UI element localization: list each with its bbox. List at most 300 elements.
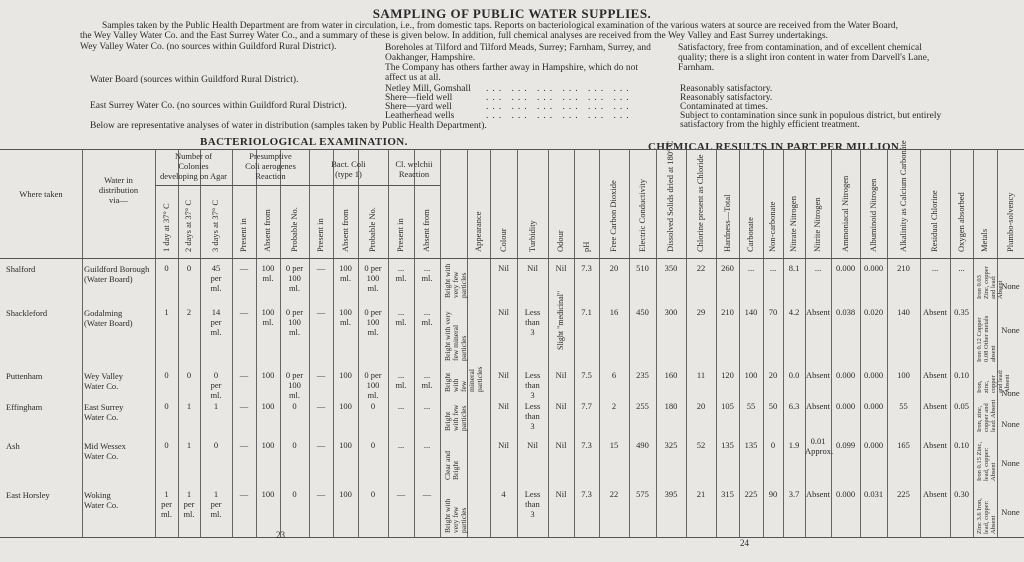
header-where-taken: Where taken: [19, 189, 63, 199]
row-cell-cn: 0: [292, 401, 297, 411]
row-cell-wa: ...: [423, 370, 431, 380]
row-cell-wp: ml.: [395, 317, 407, 327]
wb-source-2: Shere—field well: [385, 93, 453, 103]
row-cell-d2: 1: [186, 489, 192, 499]
document-page: SAMPLING OF PUBLIC WATER SUPPLIES. Samples taken by the Public Health Department are from water in circulation, i.e., from domestic taps. Reports on bacteriological examination of the various waters at source are received from the Water Board, the Wey Valley Water Co. and the East Surrey Water Co., and a summary of these is given below. In addition, full chemical analyses are received from the Wey Valley and East Surrey undertakings. Wey Valley Water Co. (no sources within Guildford Rural District). Boreholes at Tilford and Tilford Meads, Surrey; Farnham, Surrey, and Oakhanger, Hampshire. The Company has others farther away in Hampshire, which do not affect us at all. Satisfactory, free from contamination, and of excellent chemical quality; there is a slight iron content in water from Darvell's Lane, Farnham. Water Board (sources within Guildford Rural District). Netley Mill, Gomshall Shere—field well Shere—yard well ... ... ... ... ... ... ... ... ... ... ... ... ... ... ... ... ... ... ... ... ... ... ... ... Reasonably satisfactory. Reasonably satisfactory. Contaminated at times. East Surrey Water Co. (no sources within Guildford Rural District). Leatherhead wells Subject to contamination since sunk in populous district, but entirely satisfactory from the highly efficient treatment. Below are representative analyses of water in distribution (samples taken by Public Health Department). BACTERIOLOGICAL EXAMINATION. CHEMICAL RESULTS IN PART PER MILLION. Where taken Water in distribution via— Number of Colonies developing on Agar Presumptive Coli aerogenes Reaction Bact. Coli (type 1) Cl. welchii Reaction 1 day at 37° C 2 days at 37° C 3 days at 37° C Present in Absent from Probable No. Present in Absent from Probable No. Present in Absent from Appearance Colour Turbidity Odour pH Free Carbon Dioxide Electric Conductivity Dissolved Solids dried at 180° C Chlorine present as Chloride Hardness—Total Carbonate Non-carbonate Nitrate Nitrogen Nitrite Nitrogen Ammoniacal Nitrogen Albuminoid Nitrogen Alkalinity as Calcium Carbonate Residual Chlorine Oxygen absorbed Metals Plumbo-solvency Shalford Guildford Borough (Water Board) 0 0 45 per ml. — 100 ml. 0 per 100 ml. — 100 ml. 0 per 100 ml. ... ml. ... ml. Bright with very few particles Nil Nil Nil 7.3 20 510 350 22 260 ... ... 8.1 ... 0.000 0.000 210 ... ... Iron 0.03 Zinc, copper and lead: Absent None Shackleford Godalming (Water Board) 1 2 14 per ml. — 100 ml. 0 per 100 ml. — 100 ml. 0 per 100 ml. ... ml. ... ml. Bright with very few mineral particles Nil Less than 3 Slight "medicinal" 7.1 16 450 300 29 210 140 70 4.2 Absent 0.038 0.020 140 Absent 0.35 Iron 0.12 Copper 0.08 Other metals absent None Puttenham Wey Valley Water Co. 0 0 0 per ml. — 100 0 per 100 ml. — 100 0 per 100 ml. ... ml. ... ml. Bright with few mineral particles Nil Less than 3 Nil 7.5 6 235 160 11 120 100 20 0.0 Absent 0.000 0.000 100 Absent 0.10 Iron, zinc, copper and lead: Absent None Effingham East Surrey Water Co. 0 1 1 — 100 0 — 100 0 ... ... Bright with few particles Nil Less than 3 Nil 7.7 2 255 180 20 105 55 50 6.3 Absent 0.000 0.000 55 Absent 0.05 Iron, zinc, copper and lead: Absent None Ash Mid Wessex Water Co. 0 1 0 — 100 0 — 100 0 ... ... Clear and Bright Nil Nil Nil 7.3 15 490 325 52 135 135 0 1.9 0.01 Approx. 0.099 0.000 165 Absent 0.10 Iron 0.15 Zinc, lead, copper: Absent None East Horsley Woking Water Co. 1 per ml. 1 per ml. 1 per ml. — 100 0 — 100 0 — — Bright with very few particles 4 Less than 3 Nil 7.3 22 575 395 21 315 225 90 3.7 Absent 0.000 0.031 225 Absent 0.30 Zinc 3.6 Iron, lead, copper: Absent None 23 24: [0, 0, 1024, 562]
row-turbidity-part: than: [525, 411, 540, 421]
row-cell-bn: 0 per: [364, 370, 382, 380]
row-cell-co2: 15: [609, 440, 619, 450]
row-cell-bp: —: [316, 263, 326, 273]
row-cell-d2: 0: [186, 370, 192, 380]
row-cell-alk: 140: [897, 307, 910, 317]
row-water-line: Water Co.: [84, 500, 119, 510]
row-water-line: (Water Board): [84, 274, 133, 284]
row-turbidity-part: 3: [530, 390, 535, 400]
column-divider: [333, 149, 334, 537]
row-cell-ba: 100: [339, 401, 352, 411]
header-colonies-line: Number of: [174, 151, 213, 161]
row-cell-solids: 300: [664, 307, 678, 317]
row-cell-solids: 350: [664, 263, 678, 273]
row-cell-nitrate: 8.1: [788, 263, 800, 273]
column-divider: [887, 149, 888, 537]
row-cell-alk: 100: [897, 370, 910, 380]
row-cell-oxy: 0.35: [954, 307, 969, 317]
header-bact-coli-line: Bact. Coli: [331, 159, 366, 169]
row-cell-bp: —: [316, 370, 326, 380]
east-surrey-label: East Surrey Water Co. (no sources within Guildford Rural District).: [90, 101, 347, 111]
row-cell-oxy: 0.05: [954, 401, 969, 411]
row-cell-d2: 1: [186, 440, 192, 450]
row-metals: Iron 0.12 Copper 0.08 Other metals absent: [976, 315, 997, 362]
row-turbidity-part: Less: [524, 370, 541, 380]
row-cell-d3: 0: [213, 440, 219, 450]
row-cell-cp: —: [239, 263, 249, 273]
bact-section-title: BACTERIOLOGICAL EXAMINATION.: [200, 136, 408, 148]
row-cell-bn: ml.: [367, 327, 379, 337]
column-divider: [739, 149, 740, 537]
es-source: Leatherhead wells: [385, 111, 455, 121]
column-divider: [440, 149, 441, 537]
row-cell-ca: 100: [261, 401, 275, 411]
column-divider: [805, 149, 806, 537]
wb-source-3: Shere—yard well: [385, 102, 452, 112]
row-cell-cn: 0: [292, 440, 297, 450]
row-metals: Iron, zinc, copper and lead: Absent: [976, 399, 997, 432]
row-cell-colour: Nil: [498, 370, 509, 380]
row-cell-res: ...: [931, 263, 939, 273]
row-cell-bp: —: [316, 489, 326, 499]
header-chem-5: Free Carbon Dioxide: [608, 180, 618, 252]
water-board-label: Water Board (sources within Guildford Rural District).: [90, 75, 299, 85]
row-cell-ca: 100: [261, 370, 275, 380]
header-sub-4: Absent from: [262, 209, 272, 252]
column-divider: [783, 149, 784, 537]
row-cell-amm: 0.000: [835, 263, 856, 273]
row-cell-wa: ...: [423, 307, 431, 317]
row-cell-cn: ml.: [288, 327, 301, 337]
row-cell-bn: ml.: [367, 283, 379, 293]
row-cell-alk: 165: [897, 440, 910, 450]
row-cell-wp: ...: [397, 440, 405, 450]
subheader-rule: [155, 185, 440, 186]
row-cell-oxy: 0.10: [954, 370, 969, 380]
row-cell-bn: ml.: [367, 390, 379, 400]
row-turbidity-part: 3: [530, 421, 535, 431]
column-divider: [155, 149, 156, 537]
row-metals: Iron 0.15 Zinc, lead, copper: Absent: [976, 442, 997, 481]
row-cell-carb: 135: [744, 440, 758, 450]
es-result-1: Subject to contamination since sunk in populous district, but entirely: [680, 111, 942, 121]
row-cell-ba: 100: [339, 307, 352, 317]
row-cell-cn: 100: [288, 380, 301, 390]
row-cell-wp: —: [396, 489, 406, 499]
header-bottom-rule: [0, 258, 1024, 259]
row-metals: Zinc 3.6 Iron, lead, copper: Absent: [976, 498, 997, 534]
row-cell-bn: 0: [370, 440, 376, 450]
column-divider: [256, 149, 257, 537]
row-cell-cn: 0 per: [285, 370, 304, 380]
row-cell-wp: ...: [397, 401, 405, 411]
row-cell-d3: per: [210, 499, 222, 509]
wb-source-1: Netley Mill, Gomshall: [385, 84, 471, 94]
row-cell-bn: 100: [366, 317, 380, 327]
header-sub-6: Present in: [315, 218, 325, 252]
row-cell-ba: 100: [339, 263, 352, 273]
row-cell-cn: ml.: [288, 390, 301, 400]
row-cell-cn: 0 per: [285, 307, 304, 317]
row-cell-alb: 0.031: [863, 489, 884, 499]
row-cell-odour: Nil: [555, 440, 567, 450]
row-cell-wa: ml.: [421, 317, 433, 327]
header-chem-17: Residual Chlorine: [929, 190, 939, 252]
wey-source-3: The Company has others farther away in Hampshire, which do not: [385, 63, 639, 73]
row-water-line: Water Co.: [84, 381, 119, 391]
row-cell-nitrate: 6.3: [788, 401, 800, 411]
row-cell-wa: ...: [423, 440, 431, 450]
row-cell-alb: 0.000: [863, 440, 884, 450]
column-divider: [831, 149, 832, 537]
header-chem-6: Electric Conductivity: [636, 179, 647, 252]
header-chem-9: Hardness—Total: [721, 194, 732, 252]
header-coli-aerogenes-line: Reaction: [255, 171, 286, 181]
row-cell-wp: ml.: [395, 273, 407, 283]
header-sub-10: Absent from: [421, 209, 431, 252]
row-cell-bn: 0 per: [364, 307, 382, 317]
row-cell-d1: 0: [164, 263, 169, 273]
header-chem-3: Odour: [555, 230, 565, 252]
row-cell-ca: 100: [261, 263, 275, 273]
row-cell-ph: 7.5: [581, 370, 592, 380]
row-cell-oxy: 0.30: [954, 489, 969, 499]
row-cell-amm: 0.000: [835, 370, 856, 380]
row-cell-oxy: 0.10: [954, 440, 969, 450]
row-cell-d3: ml.: [210, 327, 222, 337]
header-water-line: Water in: [104, 175, 133, 185]
header-coli-aerogenes-line: Presumptive: [249, 151, 292, 161]
row-cell-d2: 1: [186, 401, 192, 411]
header-chem-2: Turbidity: [526, 220, 537, 252]
row-plumbo-solvency: None: [1001, 325, 1020, 335]
page-title: SAMPLING OF PUBLIC WATER SUPPLIES.: [372, 6, 652, 21]
intro-line-1: Samples taken by the Public Health Department are from water in circulation, i.e., from domestic taps. Reports on bacteriological examination of the various waters at source are received from the Water Board,: [102, 21, 898, 31]
row-cell-co2: 22: [609, 489, 619, 499]
row-water-line: Water Co.: [84, 451, 119, 461]
row-cell-ba: 100: [339, 370, 352, 380]
row-cell-cond: 235: [636, 370, 649, 380]
header-sub-5: Probable No.: [288, 207, 299, 252]
page-number-left: 23: [276, 530, 285, 540]
column-divider: [599, 149, 600, 537]
row-cell-d3: 14: [211, 307, 221, 317]
column-divider: [358, 149, 359, 537]
row-cell-alk: 55: [899, 401, 908, 411]
header-chem-19: Metals: [979, 228, 989, 252]
row-turbidity-part: Less: [524, 307, 541, 317]
row-cell-bn: 0: [370, 401, 376, 411]
header-chem-0: Appearance: [472, 211, 483, 252]
header-chem-11: Non-carbonate: [767, 201, 777, 252]
row-cell-cn: 0: [292, 489, 297, 499]
row-cell-ph: 7.3: [581, 489, 592, 499]
row-appearance: Bright with very few particles: [443, 498, 468, 533]
header-sub-7: Absent from: [339, 209, 350, 252]
row-odour: Slight "medicinal": [556, 290, 565, 350]
row-cell-wa: ml.: [421, 380, 433, 390]
row-cell-amm: 0.000: [835, 489, 856, 499]
row-cell-d3: 45: [211, 263, 221, 273]
row-cell-co2: 20: [609, 263, 619, 273]
row-cell-d3: per: [210, 380, 222, 390]
row-cell-wp: ...: [397, 370, 405, 380]
wey-source-1: Boreholes at Tilford and Tilford Meads, Surrey; Farnham, Surrey, and: [385, 43, 651, 53]
row-cell-res: Absent: [922, 370, 948, 380]
header-bact-coli-line: (type 1): [335, 169, 362, 179]
row-cell-turb: Nil: [527, 440, 538, 450]
row-cell-nitrite: 0.01 Approx.: [805, 436, 834, 456]
header-water-line: via—: [109, 195, 128, 205]
row-cell-nitrate: 4.2: [788, 307, 800, 317]
row-cell-cp: —: [239, 370, 249, 380]
row-where-taken: Shalford: [6, 264, 36, 274]
header-welchii-line: Cl. welchii: [395, 159, 433, 169]
row-cell-d1: 1: [164, 307, 169, 317]
row-cell-ba: ml.: [339, 273, 352, 283]
row-cell-ca: ml.: [262, 317, 274, 327]
header-chem-14: Ammoniacal Nitrogen: [839, 175, 850, 252]
row-cell-ph: 7.1: [581, 307, 592, 317]
row-cell-carb: 55: [746, 401, 756, 411]
column-divider: [414, 149, 415, 537]
header-chem-13: Nitrite Nitrogen: [812, 197, 822, 252]
row-metals: Iron 0.03 Zinc, copper and lead: Absent: [976, 266, 1004, 299]
row-cell-carb: 225: [744, 489, 758, 499]
row-water-line: (Water Board): [84, 318, 133, 328]
row-cell-nitrate: 3.7: [788, 489, 800, 499]
row-cell-ca: 100: [261, 489, 275, 499]
row-cell-cond: 510: [636, 263, 649, 273]
column-divider: [548, 149, 549, 537]
column-divider: [517, 149, 518, 537]
row-cell-bn: 100: [366, 273, 380, 283]
row-cell-ph: 7.3: [581, 263, 592, 273]
row-cell-ca: ml.: [262, 273, 274, 283]
row-cell-cond: 255: [636, 401, 649, 411]
row-cell-wp: ml.: [395, 380, 407, 390]
row-cell-hard: 135: [721, 440, 734, 450]
row-cell-colour: Nil: [498, 401, 509, 411]
row-cell-d3: ml.: [210, 509, 222, 519]
column-divider: [950, 149, 951, 537]
header-chem-15: Albuminoid Nitrogen: [867, 178, 878, 252]
header-sub-0: 1 day at 37° C: [160, 203, 171, 252]
row-turbidity-part: 3: [530, 327, 535, 337]
row-cell-alk: 225: [897, 489, 910, 499]
row-cell-nitrite: ...: [814, 263, 822, 273]
row-cell-cp: —: [239, 307, 249, 317]
row-cell-wa: —: [422, 489, 432, 499]
column-divider: [860, 149, 861, 537]
row-cell-nitrate: 1.9: [788, 440, 800, 450]
row-cell-solids: 325: [664, 440, 678, 450]
row-cell-nitrite: Absent: [805, 307, 831, 317]
column-divider: [490, 149, 491, 537]
table-top-rule: [0, 149, 1024, 150]
row-cell-cn: ml.: [288, 283, 301, 293]
row-cell-d1: 1: [164, 489, 169, 499]
row-water-line: Woking: [84, 490, 111, 500]
row-where-taken: East Horsley: [6, 490, 50, 500]
row-cell-amm: 0.000: [835, 401, 856, 411]
row-cell-noncarb: 20: [768, 370, 778, 380]
row-cell-hard: 105: [721, 401, 734, 411]
row-appearance: Bright with few particles: [443, 404, 468, 431]
row-water-line: Mid Wessex: [84, 441, 126, 451]
row-cell-chl: 22: [696, 263, 706, 273]
row-cell-wa: ml.: [421, 273, 433, 283]
row-cell-carb: ...: [747, 263, 755, 273]
column-divider: [309, 149, 310, 537]
header-chem-7: Dissolved Solids dried at 180° C: [665, 140, 675, 252]
row-cell-alb: 0.000: [863, 370, 884, 380]
header-sub-9: Present in: [395, 218, 405, 252]
row-cell-d3: per: [210, 273, 222, 283]
header-chem-16: Alkalinity as Calcium Carbonate: [897, 140, 908, 252]
row-cell-colour: Nil: [498, 440, 509, 450]
column-divider: [200, 149, 201, 537]
header-colonies-line: Colonies: [178, 161, 209, 171]
row-cell-noncarb: 90: [768, 489, 778, 499]
row-cell-hard: 120: [721, 370, 734, 380]
row-cell-cn: 0 per: [285, 263, 304, 273]
row-cell-ba: ml.: [339, 317, 352, 327]
row-cell-alb: 0.000: [863, 263, 884, 273]
row-cell-solids: 160: [664, 370, 678, 380]
row-plumbo-solvency: None: [1001, 419, 1020, 429]
column-divider: [920, 149, 921, 537]
row-cell-colour: Nil: [498, 307, 509, 317]
row-cell-co2: 2: [611, 401, 617, 411]
header-chem-4: pH: [580, 241, 591, 252]
row-cell-odour: Nil: [555, 489, 567, 499]
row-cell-d3: per: [210, 317, 222, 327]
row-cell-d1: 0: [164, 401, 169, 411]
header-sub-2: 3 days at 37° C: [210, 199, 220, 252]
column-divider: [82, 149, 83, 537]
row-plumbo-solvency: None: [1001, 281, 1020, 291]
table-bottom-rule: [0, 537, 1024, 538]
row-cell-chl: 52: [696, 440, 706, 450]
wb-result-1: Reasonably satisfactory.: [680, 84, 773, 94]
row-cell-noncarb: ...: [769, 263, 777, 273]
column-divider: [763, 149, 764, 537]
header-chem-18: Oxygen absorbed: [955, 192, 966, 252]
row-cell-oxy: ...: [958, 263, 965, 273]
row-cell-odour: Nil: [555, 370, 567, 380]
row-cell-cn: 100: [288, 273, 301, 283]
row-turbidity-part: than: [525, 380, 540, 390]
header-colonies-line: developing on Agar: [159, 171, 228, 181]
row-where-taken: Shackleford: [6, 308, 48, 318]
column-divider: [973, 149, 974, 537]
wey-result-1: Satisfactory, free from contamination, and of excellent chemical: [678, 43, 922, 53]
row-cell-nitrate: 0.0: [788, 370, 800, 380]
column-divider: [629, 149, 630, 537]
row-plumbo-solvency: None: [1001, 507, 1020, 517]
wey-source-4: affect us at all.: [385, 73, 441, 83]
row-cell-cp: —: [239, 489, 249, 499]
row-cell-nitrite: Absent: [805, 401, 831, 411]
row-cell-res: Absent: [922, 401, 948, 411]
column-divider: [716, 149, 717, 537]
row-cell-noncarb: 70: [768, 307, 778, 317]
row-cell-bp: —: [316, 440, 326, 450]
row-cell-d2: ml.: [183, 509, 195, 519]
header-water-line: distribution: [98, 185, 139, 195]
row-cell-ph: 7.7: [581, 401, 592, 411]
row-appearance: Bright with few mineral particles: [443, 366, 484, 392]
header-sub-3: Present in: [238, 218, 248, 252]
header-chem-10: Carbonate: [745, 217, 755, 252]
row-cell-alb: 0.020: [863, 307, 884, 317]
row-cell-ba: 100: [339, 489, 352, 499]
page-number-right: 24: [740, 538, 749, 548]
row-cell-solids: 395: [664, 489, 678, 499]
row-cell-bp: —: [316, 401, 326, 411]
column-divider: [178, 149, 179, 537]
row-turbidity-part: Less: [524, 489, 541, 499]
row-cell-ba: 100: [339, 440, 352, 450]
row-water-line: Wey Valley: [84, 371, 124, 381]
row-cell-res: Absent: [922, 489, 948, 499]
header-chem-20: Plumbo-solvency: [1004, 192, 1015, 252]
row-metals: Iron, zinc, copper and lead: Absent: [976, 369, 1011, 393]
row-appearance: Bright with very few particles: [443, 263, 468, 298]
row-cell-ph: 7.3: [581, 440, 592, 450]
row-cell-d2: 0: [186, 263, 192, 273]
row-cell-wa: ...: [423, 263, 431, 273]
row-cell-cp: —: [239, 401, 249, 411]
row-cell-hard: 260: [721, 263, 734, 273]
row-cell-noncarb: 0: [770, 440, 776, 450]
row-cell-res: Absent: [922, 440, 948, 450]
column-divider: [686, 149, 687, 537]
row-cell-d1: 0: [164, 440, 169, 450]
wb-result-3: Contaminated at times.: [680, 102, 768, 112]
row-cell-cp: —: [239, 440, 249, 450]
row-cell-carb: 100: [744, 370, 758, 380]
row-cell-d2: per: [183, 499, 195, 509]
row-cell-cn: 100: [288, 317, 301, 327]
row-cell-cond: 575: [636, 489, 649, 499]
wey-source-2: Oakhanger, Hampshire.: [385, 53, 476, 63]
row-cell-odour: Nil: [555, 401, 567, 411]
row-plumbo-solvency: None: [1001, 388, 1020, 398]
es-result-2: satisfactory from the highly efficient treatment.: [680, 120, 860, 130]
row-cell-d3: 0: [213, 370, 219, 380]
row-water-line: Guildford Borough: [84, 264, 150, 274]
header-sub-8: Probable No.: [367, 207, 377, 252]
row-plumbo-solvency: None: [1001, 458, 1020, 468]
intro-line-2: the Wey Valley Water Co. and the East Surrey Water Co., and a summary of these is given below. In addition, full chemical analyses are received from the Wey Valley and East Surrey undertakings.: [80, 31, 828, 41]
row-turbidity-part: Less: [524, 401, 541, 411]
row-cell-ca: 100: [261, 307, 275, 317]
row-cell-d1: per: [161, 499, 172, 509]
header-chem-1: Colour: [497, 228, 508, 252]
row-where-taken: Puttenham: [6, 371, 43, 381]
row-water-line: East Surrey: [84, 402, 124, 412]
row-cell-chl: 29: [696, 307, 706, 317]
row-cell-d3: 1: [213, 401, 219, 411]
